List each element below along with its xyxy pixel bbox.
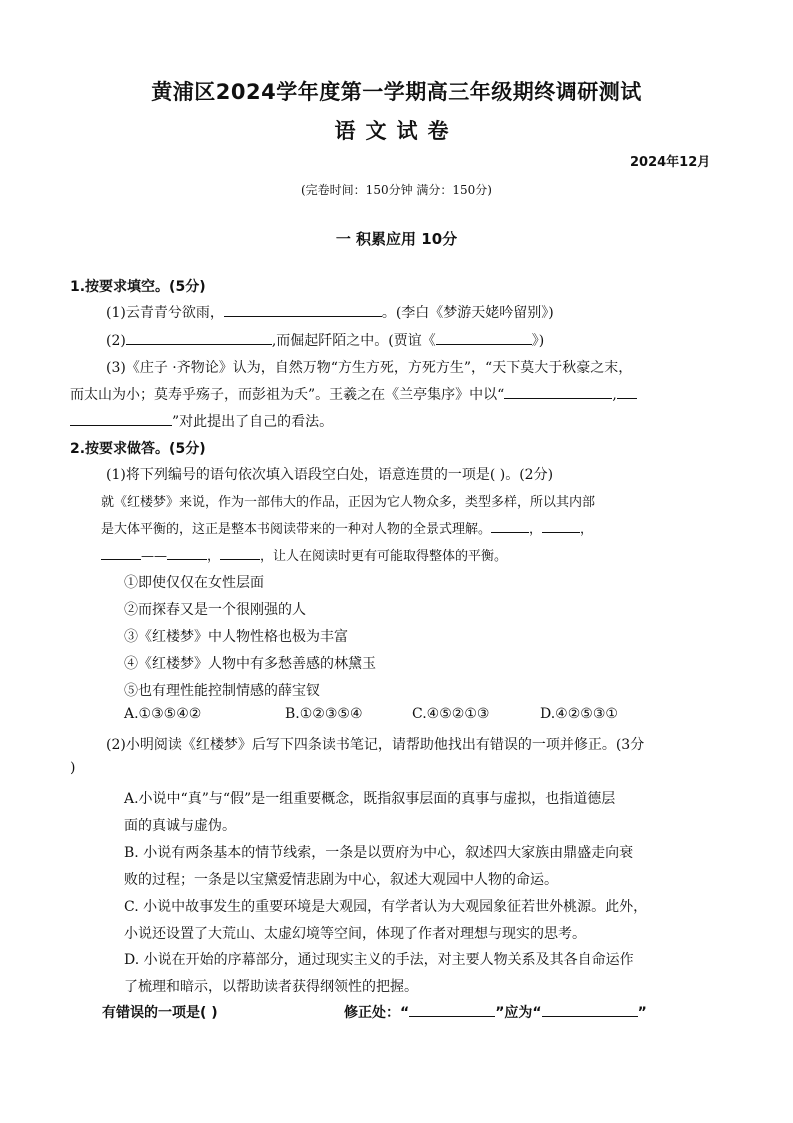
fill-blank[interactable] <box>70 411 172 426</box>
statement-d-line2: 了梳理和暗示，以帮助读者获得纲领性的把握。 <box>124 979 418 995</box>
exam-subtitle: 语文试卷 <box>334 119 459 143</box>
exam-date: 2024年12月 <box>630 155 711 170</box>
exam-time-info: (完卷时间：150分钟 满分：150分) <box>301 183 492 197</box>
q1-item-1: (1)云青青兮欲雨， 。(李白《梦游天姥吟留别》) <box>106 302 554 322</box>
q2-part-2: (2)小明阅读《红楼梦》后写下四条读书笔记，请帮助他找出有错误的一项并修正。(3分 <box>106 737 645 753</box>
option-sentence-3: ③《红楼梦》中人物性格也极为丰富 <box>124 629 348 645</box>
option-sentence-5: ⑤也有理性能控制情感的薛宝钗 <box>124 683 320 699</box>
fill-blank[interactable] <box>617 384 637 399</box>
exam-title: 黄浦区2024学年度第一学期高三年级期终调研测试 <box>151 80 642 104</box>
fill-blank[interactable] <box>409 1002 495 1017</box>
q2-part-1: (1)将下列编号的语句依次填入语段空白处，语意连贯的一项是( )。(2分) <box>106 467 554 483</box>
choice-d[interactable]: D.④②⑤③① <box>540 706 618 722</box>
statement-d-line1: D. 小说在开始的序幕部分，通过现实主义的手法，对主要人物关系及其各自命运作 <box>124 952 634 968</box>
statement-b-line1: B. 小说有两条基本的情节线索，一条是以贾府为中心，叙述四大家族由鼎盛走向衰 <box>124 845 634 861</box>
option-sentence-1: ①即使仅仅在女性层面 <box>124 575 264 591</box>
q2-passage-line1: 就《红楼梦》来说，作为一部伟大的作品，正因为它人物众多，类型多样，所以其内部 <box>101 495 596 510</box>
fill-blank[interactable] <box>224 302 382 317</box>
q2-passage-line3: —— ， ，让人在阅读时更有可能取得整体的平衡。 <box>101 545 507 564</box>
option-sentence-2: ②而探春又是一个很刚强的人 <box>124 602 306 618</box>
statement-b-line2: 败的过程；一条是以宝黛爱情悲剧为中心，叙述大观园中人物的命运。 <box>124 872 558 888</box>
fill-blank[interactable] <box>101 545 141 560</box>
statement-c-line2: 小说还设置了大荒山、太虚幻境等空间，体现了作者对理想与现实的思考。 <box>124 926 586 942</box>
fill-blank[interactable] <box>167 545 207 560</box>
statement-a-line1: A.小说中“真”与“假”是一组重要概念，既指叙事层面的真事与虚拟，也指道德层 <box>124 791 616 807</box>
q1-item-3-line1: (3)《庄子 ·齐物论》认为，自然万物“方生方死，方死方生”，“天下莫大于秋豪之末， <box>106 360 633 376</box>
choice-c[interactable]: C.④⑤②①③ <box>412 706 490 722</box>
statement-c-line1: C. 小说中故事发生的重要环境是大观园，有学者认为大观园象征若世外桃源。此外， <box>124 899 648 915</box>
fill-blank[interactable] <box>542 518 580 533</box>
q1-item-3-line3: ”对此提出了自己的看法。 <box>70 411 333 431</box>
question-1-heading: 1.按要求填空。(5分) <box>70 279 206 295</box>
fill-blank[interactable] <box>220 545 260 560</box>
fill-blank[interactable] <box>491 518 529 533</box>
q1-item-3-line2: 而太山为小；莫寿乎殇子，而彭祖为夭”。王羲之在《兰亭集序》中以“ , <box>70 384 637 404</box>
fill-blank[interactable] <box>436 330 532 345</box>
q2-passage-line2: 是大体平衡的，这正是整本书阅读带来的一种对人物的全景式理解。 ， ， <box>101 518 593 537</box>
q2-part-2-cont: ) <box>70 760 76 776</box>
section-title: 一 积累应用 10分 <box>335 230 458 248</box>
fill-blank[interactable] <box>504 384 612 399</box>
choice-a[interactable]: A.①③⑤④② <box>124 706 202 722</box>
statement-a-line2: 面的真诚与虚伪。 <box>124 818 236 834</box>
fill-blank[interactable] <box>542 1002 638 1017</box>
q1-item-2: (2) ,而倔起阡陌之中。(贾谊《 》) <box>106 330 544 350</box>
option-sentence-4: ④《红楼梦》人物中有多愁善感的林黛玉 <box>124 656 376 672</box>
fill-blank[interactable] <box>126 330 272 345</box>
answer-line: 有错误的一项是( ) <box>102 1005 218 1021</box>
choice-b[interactable]: B.①②③⑤④ <box>285 706 363 722</box>
question-2-heading: 2.按要求做答。(5分) <box>70 441 206 457</box>
correction-line: 修正处：“ ”应为“ ” <box>344 1002 647 1022</box>
